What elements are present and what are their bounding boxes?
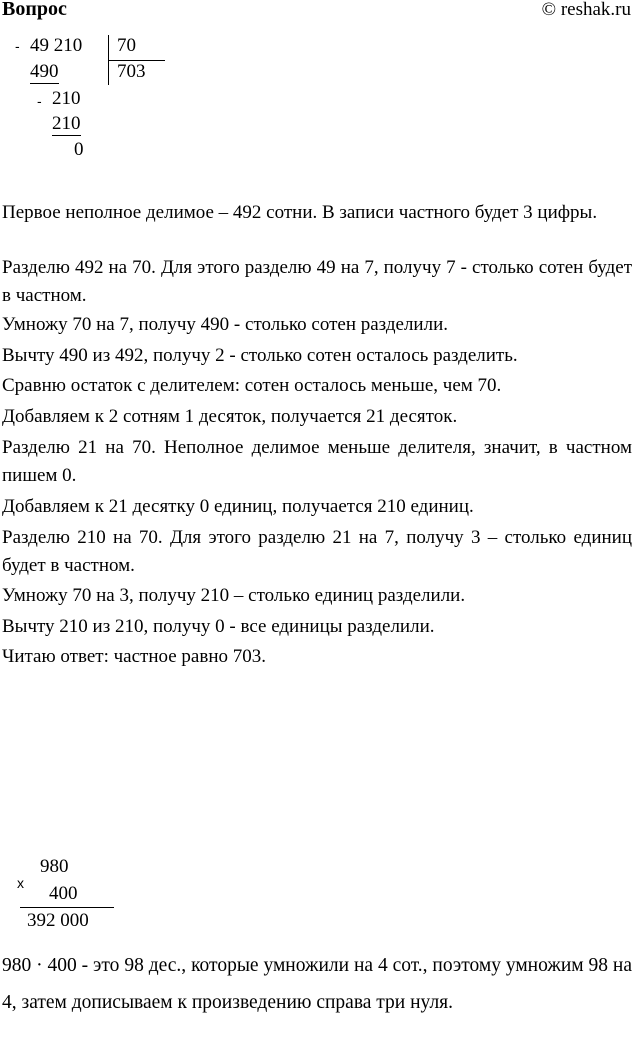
site-logo: © reshak.ru: [541, 0, 631, 20]
paragraph: Вычту 490 из 492, получу 2 - столько сотен осталось разделить.: [2, 345, 518, 366]
paragraph: Умножу 70 на 7, получу 490 - столько сотен разделили.: [2, 314, 448, 335]
paragraph: Вычту 210 из 210, получу 0 - все единицы разделили.: [2, 616, 435, 637]
paragraph: Разделю 21 на 70. Неполное делимое меньше делителя, значит, в частном пишем 0.: [2, 437, 632, 486]
paragraph: Разделю 492 на 70. Для этого разделю 49 на 7, получу 7 - столько сотен будет в частном.: [2, 257, 632, 306]
paragraph: Первое неполное делимое – 492 сотни. В записи частного будет 3 цифры.: [2, 202, 598, 223]
remainder2: 0: [74, 139, 84, 160]
dividend: 49 210: [30, 35, 83, 56]
minus-sign: -: [37, 93, 42, 109]
paragraph: Разделю 210 на 70. Для этого разделю 21 на 7, получу 3 – столько единиц будет в частном.: [2, 527, 632, 576]
paragraph: Добавляем к 2 сотням 1 десяток, получается 21 десяток.: [2, 406, 458, 427]
paragraph: Сравню остаток с делителем: сотен осталось меньше, чем 70.: [2, 375, 502, 396]
product: 392 000: [27, 910, 89, 931]
product-line: [20, 907, 114, 908]
paragraph: Читаю ответ: частное равно 703.: [2, 646, 266, 667]
paragraph: Добавляем к 21 десятку 0 единиц, получается 210 единиц.: [2, 496, 474, 517]
divisor: 70: [117, 35, 136, 56]
minus-sign: -: [15, 38, 20, 54]
factor-a: 980: [40, 856, 69, 877]
factor-b: 400: [49, 883, 78, 904]
page-title: Вопрос: [2, 0, 67, 20]
quotient: 703: [117, 61, 146, 82]
remainder1: 210: [52, 88, 81, 109]
paragraph: Умножу 70 на 3, получу 210 – столько единиц разделили.: [2, 585, 466, 606]
step1: 490: [30, 61, 59, 82]
step2: 210: [52, 113, 81, 134]
multiply-sign: x: [17, 875, 24, 891]
explanation: 980 · 400 - это 98 дес., которые умножили на 4 сот., поэтому умножим 98 на 4, затем дописываем к произведению справа три нуля.: [2, 955, 632, 1013]
